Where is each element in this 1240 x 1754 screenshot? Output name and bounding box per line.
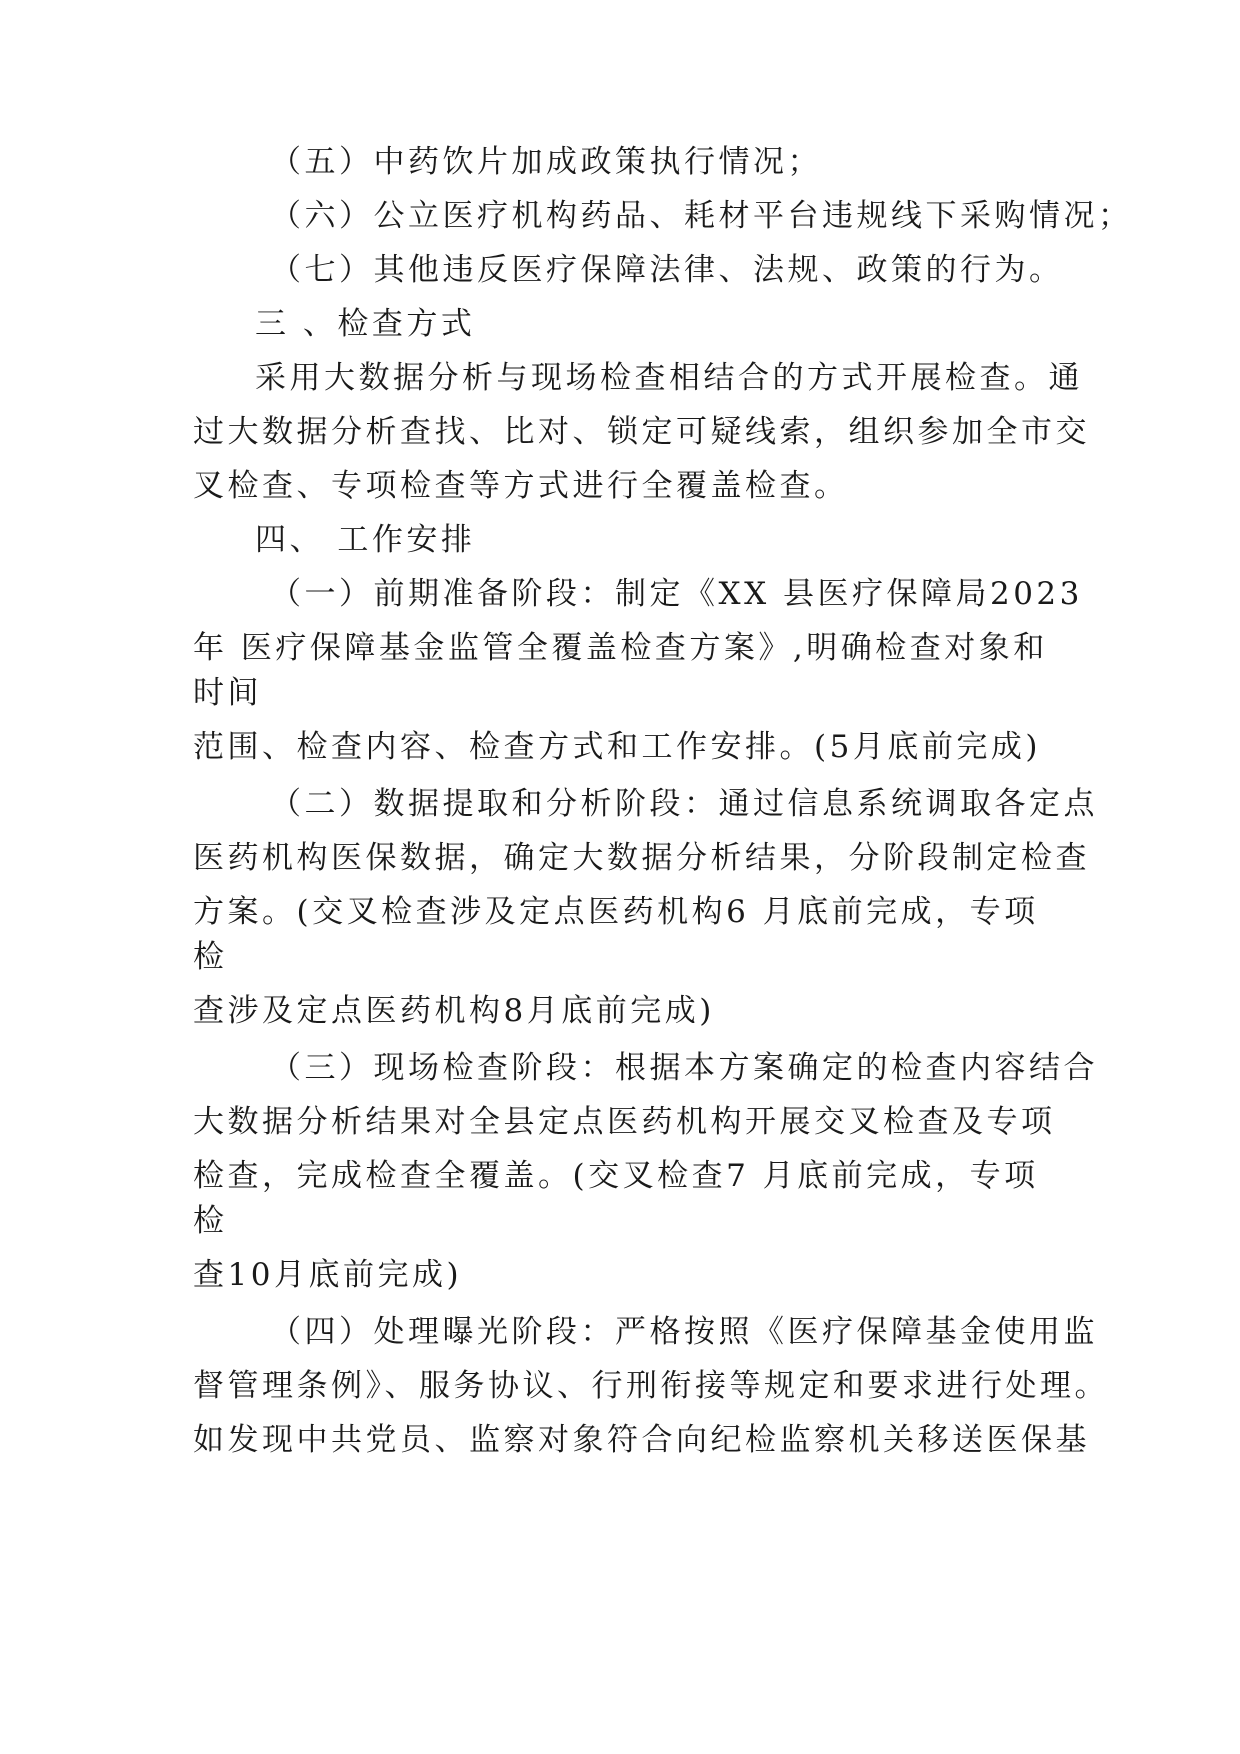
paragraph-line: （一）前期准备阶段：制定《XX 县医疗保障局2023 <box>270 576 1083 612</box>
section-heading-4: 四、 工作安排 <box>255 522 476 558</box>
paragraph-line: （三）现场检查阶段：根据本方案确定的检查内容结合 <box>270 1050 1098 1086</box>
list-item-7: （七）其他违反医疗保障法律、法规、政策的行为。 <box>270 252 1064 288</box>
paragraph-line: 大数据分析结果对全县定点医药机构开展交叉检查及专项 <box>193 1104 1056 1140</box>
paragraph-line: 查涉及定点医药机构8月底前完成) <box>193 993 715 1029</box>
paragraph-line: 方案。(交叉检查涉及定点医药机构6 月底前完成，专项 <box>193 894 1039 930</box>
paragraph-line: 督管理条例》、服务协议、行刑衔接等规定和要求进行处理。 <box>193 1368 1109 1404</box>
paragraph-line: 采用大数据分析与现场检查相结合的方式开展检查。通 <box>255 360 1083 396</box>
paragraph-line: 叉检查、专项检查等方式进行全覆盖检查。 <box>193 468 849 504</box>
paragraph-line: （四）处理曝光阶段：严格按照《医疗保障基金使用监 <box>270 1314 1098 1350</box>
list-item-5: （五）中药饮片加成政策执行情况； <box>270 144 822 180</box>
paragraph-line: 检 <box>193 939 228 975</box>
paragraph-line: 时间 <box>193 675 262 711</box>
paragraph-line: 医药机构医保数据，确定大数据分析结果，分阶段制定检查 <box>193 840 1090 876</box>
list-item-6: （六）公立医疗机构药品、耗材平台违规线下采购情况； <box>270 198 1133 234</box>
paragraph-line: 年 医疗保障基金监管全覆盖检查方案》,明确检查对象和 <box>193 630 1048 666</box>
paragraph-line: （二）数据提取和分析阶段：通过信息系统调取各定点 <box>270 786 1098 822</box>
paragraph-line: 过大数据分析查找、比对、锁定可疑线索，组织参加全市交 <box>193 414 1090 450</box>
paragraph-line: 范围、检查内容、检查方式和工作安排。(5月底前完成) <box>193 729 1041 765</box>
paragraph-line: 检 <box>193 1203 228 1239</box>
paragraph-line: 查10月底前完成) <box>193 1257 463 1293</box>
paragraph-line: 检查，完成检查全覆盖。(交叉检查7 月底前完成，专项 <box>193 1158 1039 1194</box>
paragraph-line: 如发现中共党员、监察对象符合向纪检监察机关移送医保基 <box>193 1422 1090 1458</box>
section-heading-3: 三 、检查方式 <box>255 306 476 342</box>
